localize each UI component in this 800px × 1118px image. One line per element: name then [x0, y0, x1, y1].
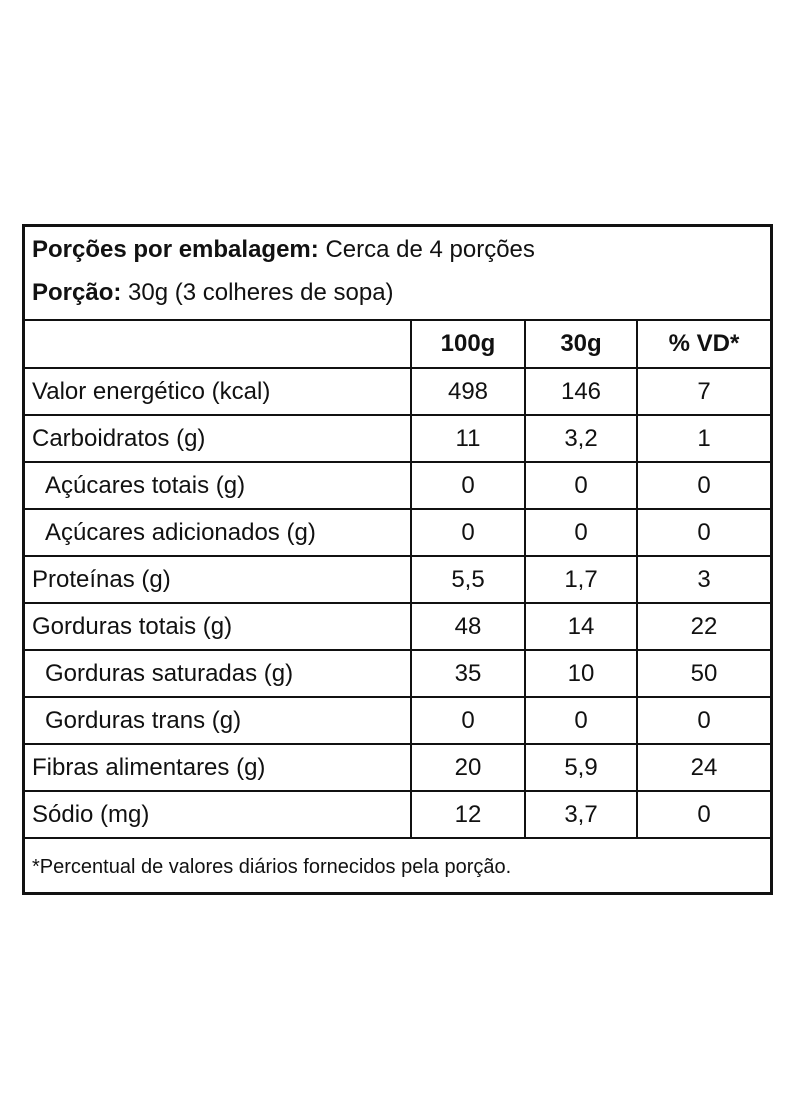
- table-row: [25, 415, 770, 462]
- serving-info-header: [25, 227, 770, 321]
- value-vd: 0: [637, 697, 770, 744]
- value-100g: 35: [411, 650, 525, 697]
- value-30g: 0: [525, 697, 637, 744]
- value-100g: 20: [411, 744, 525, 791]
- column-header-100g: 100g: [411, 321, 525, 368]
- value-30g: 3,7: [525, 791, 637, 838]
- value-vd: 7: [637, 368, 770, 415]
- value-100g: 0: [411, 462, 525, 509]
- value-30g: 14: [525, 603, 637, 650]
- serving-label: Porção:: [32, 279, 122, 306]
- value-30g: 3,2: [525, 415, 637, 462]
- column-header-30g: 30g: [525, 321, 637, 368]
- nutrient-name: Proteínas (g): [25, 556, 411, 603]
- portions-value: Cerca de 4 porções: [325, 236, 535, 263]
- column-header-vd: % VD*: [637, 321, 770, 368]
- table-row: [25, 368, 770, 415]
- nutrient-rows: [25, 368, 770, 838]
- table-row: [25, 744, 770, 791]
- value-vd: 24: [637, 744, 770, 791]
- column-header-nutrient: [25, 321, 411, 368]
- value-vd: 0: [637, 509, 770, 556]
- value-30g: 1,7: [525, 556, 637, 603]
- value-100g: 0: [411, 697, 525, 744]
- value-vd: 22: [637, 603, 770, 650]
- value-vd: 50: [637, 650, 770, 697]
- column-header-row: [25, 321, 770, 368]
- portions-per-package: [32, 227, 770, 263]
- table-row: [25, 791, 770, 838]
- nutrient-name: Valor energético (kcal): [25, 368, 411, 415]
- value-30g: 146: [525, 368, 637, 415]
- value-vd: 0: [637, 462, 770, 509]
- value-30g: 5,9: [525, 744, 637, 791]
- value-30g: 0: [525, 462, 637, 509]
- footnote: *Percentual de valores diários fornecidos pela porção.: [32, 856, 512, 878]
- table-row: [25, 556, 770, 603]
- value-100g: 12: [411, 791, 525, 838]
- table-row: [25, 603, 770, 650]
- value-100g: 0: [411, 509, 525, 556]
- serving-value: 30g (3 colheres de sopa): [128, 279, 394, 306]
- nutrient-name: Sódio (mg): [25, 791, 411, 838]
- value-30g: 10: [525, 650, 637, 697]
- nutrient-name: Açúcares adicionados (g): [25, 509, 411, 556]
- nutrient-name: Gorduras trans (g): [25, 697, 411, 744]
- table-row: [25, 509, 770, 556]
- nutrient-name: Carboidratos (g): [25, 415, 411, 462]
- value-vd: 3: [637, 556, 770, 603]
- value-30g: 0: [525, 509, 637, 556]
- table-row: [25, 462, 770, 509]
- value-100g: 498: [411, 368, 525, 415]
- value-vd: 1: [637, 415, 770, 462]
- value-100g: 48: [411, 603, 525, 650]
- value-100g: 5,5: [411, 556, 525, 603]
- nutrition-table: [25, 321, 770, 839]
- table-row: [25, 650, 770, 697]
- serving-size: [32, 263, 770, 306]
- table-row: [25, 697, 770, 744]
- value-vd: 0: [637, 791, 770, 838]
- nutrition-facts-label: [22, 224, 773, 895]
- nutrient-name: Gorduras saturadas (g): [25, 650, 411, 697]
- nutrient-name: Gorduras totais (g): [25, 603, 411, 650]
- value-100g: 11: [411, 415, 525, 462]
- portions-label: Porções por embalagem:: [32, 236, 319, 263]
- nutrient-name: Açúcares totais (g): [25, 462, 411, 509]
- nutrient-name: Fibras alimentares (g): [25, 744, 411, 791]
